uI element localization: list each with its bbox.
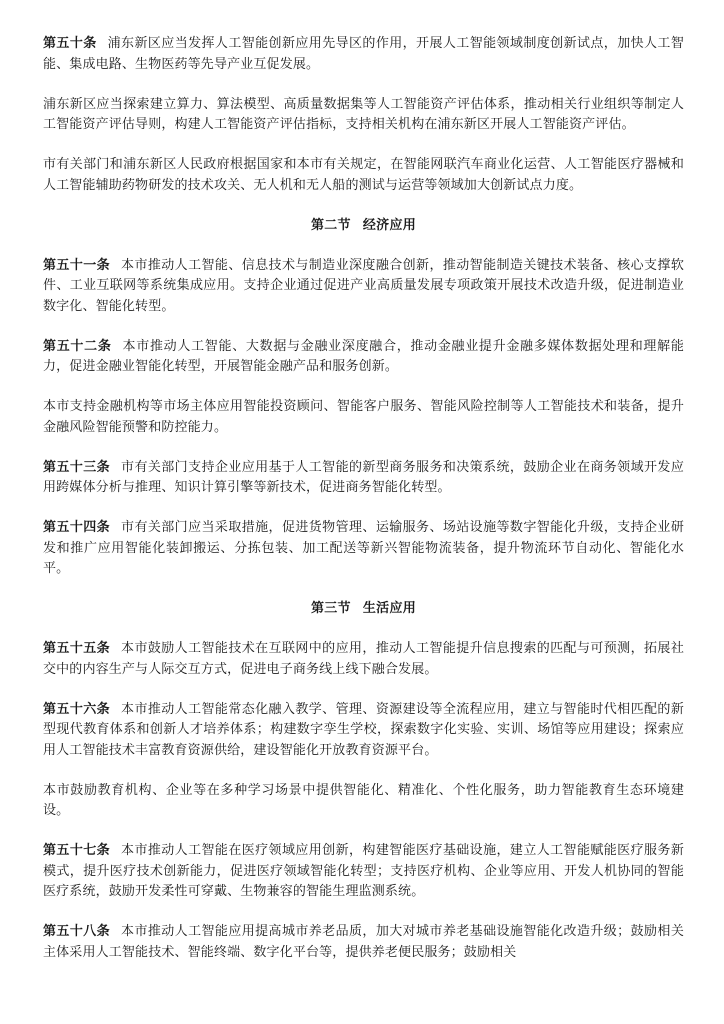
document-page <box>43 34 684 963</box>
article-number: 第五十八条 <box>43 924 111 939</box>
article-50 <box>43 34 684 75</box>
article-54 <box>43 518 684 580</box>
article-52 <box>43 337 684 378</box>
article-text: 本市推动人工智能、信息技术与制造业深度融合创新，推动智能制造关键技术装备、核心支撑软件、工业互联网等系统集成应用。支持企业通过促进产业高质量发展专项政策开展技术改造升级，促进制造业数字化、智能化转型。 <box>43 257 684 314</box>
article-51 <box>43 256 684 318</box>
paragraph: 市有关部门和浦东新区人民政府根据国家和本市有关规定，在智能网联汽车商业化运营、人工智能医疗器械和人工智能辅助药物研发的技术攻关、无人机和无人船的测试与运营等领域加大创新试点力度。 <box>43 157 684 193</box>
article-number: 第五十一条 <box>43 257 111 273</box>
article-text: 市有关部门支持企业应用基于人工智能的新型商务服务和决策系统，鼓励企业在商务领域开发应用跨媒体分析与推理、知识计算引擎等新技术，促进商务智能化转型。 <box>43 459 684 495</box>
article-text: 本市推动人工智能在医疗领域应用创新，构建智能医疗基础设施，建立人工智能赋能医疗服务新模式，提升医疗技术创新能力，促进医疗领域智能化转型；支持医疗机构、企业等应用、开发人机协同的智能医疗系统，鼓励开发柔性可穿戴、生物兼容的智能生理监测系统。 <box>43 843 684 899</box>
article-text: 本市推动人工智能常态化融入教学、管理、资源建设等全流程应用，建立与智能时代相匹配的新型现代教育体系和创新人才培养体系；构建数字孪生学校，探索数字化实验、实训、场馆等应用建设；探索应用人工智能技术丰富教育资源供给，建设智能化开放教育资源平台。 <box>43 701 684 758</box>
article-number: 第五十七条 <box>43 843 111 858</box>
section-title: 经济应用 <box>362 217 417 233</box>
article-text: 本市鼓励人工智能技术在互联网中的应用，推动人工智能提升信息搜索的匹配与可预测，拓展社交中的内容生产与人际交互方式，促进电子商务线上线下融合发展。 <box>43 641 684 677</box>
article-number: 第五十四条 <box>43 520 111 535</box>
article-text: 浦东新区应当发挥人工智能创新应用先导区的作用，开展人工智能领域制度创新试点，加快人工智能、集成电路、生物医药等先导产业互促发展。 <box>43 36 684 72</box>
article-number: 第五十二条 <box>43 338 112 354</box>
article-text: 本市推动人工智能、大数据与金融业深度融合，推动金融业提升金融多媒体数据处理和理解能力，促进金融业智能化转型，开展智能金融产品和服务创新。 <box>43 338 684 374</box>
section-number: 第三节 <box>310 601 351 616</box>
article-text: 本市推动人工智能应用提高城市养老品质，加大对城市养老基础设施智能化改造升级；鼓励相关主体采用人工智能技术、智能终端、数字化平台等，提供养老便民服务；鼓励相关 <box>43 924 684 960</box>
article-53 <box>43 458 684 499</box>
article-58 <box>43 922 684 963</box>
section-title: 生活应用 <box>362 601 417 616</box>
paragraph: 本市支持金融机构等市场主体应用智能投资顾问、智能客户服务、智能风险控制等人工智能技术和装备，提升金融风险智能预警和防控能力。 <box>43 399 684 435</box>
article-number: 第五十三条 <box>43 459 111 475</box>
article-number: 第五十条 <box>43 36 97 51</box>
section-heading <box>43 599 684 620</box>
article-text: 市有关部门应当采取措施，促进货物管理、运输服务、场站设施等数字智能化升级，支持企业研发和推广应用智能化装卸搬运、分拣包装、加工配送等新兴智能物流装备，提升物流环节自动化、智能化水平。 <box>43 520 684 576</box>
paragraph: 浦东新区应当探索建立算力、算法模型、高质量数据集等人工智能资产评估体系，推动相关行业组织等制定人工智能资产评估导则，构建人工智能资产评估指标，支持相关机构在浦东新区开展人工智能资产评估。 <box>43 96 684 132</box>
article-55 <box>43 639 684 680</box>
section-number: 第二节 <box>310 217 351 233</box>
article-57 <box>43 841 684 903</box>
article-number: 第五十五条 <box>43 641 111 656</box>
paragraph: 本市鼓励教育机构、企业等在多种学习场景中提供智能化、精准化、个性化服务，助力智能教育生态环境建设。 <box>43 782 684 818</box>
article-number: 第五十六条 <box>43 701 111 717</box>
section-heading <box>43 216 684 237</box>
article-56 <box>43 700 684 762</box>
